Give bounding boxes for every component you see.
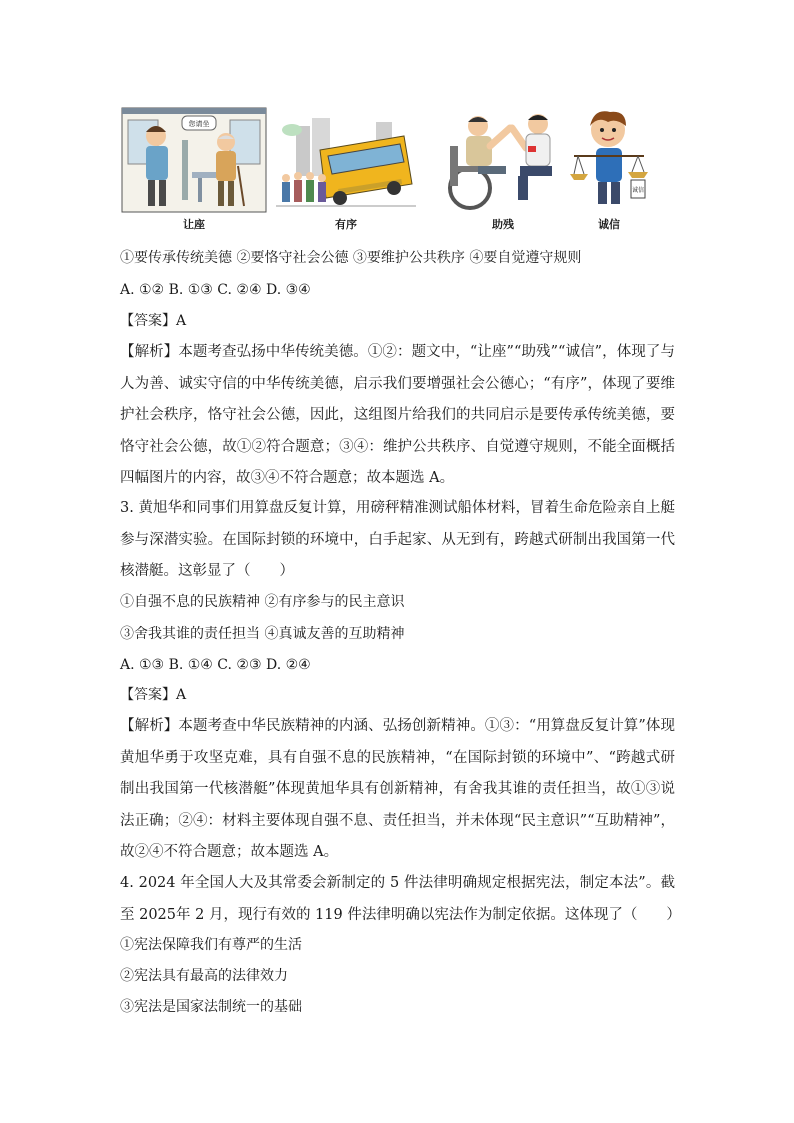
figure-caption-integrity: 诚信 bbox=[598, 218, 620, 231]
figure-orderly bbox=[276, 106, 416, 232]
orderly-bus-illustration bbox=[276, 106, 416, 214]
integrity-illustration bbox=[568, 106, 650, 214]
q3-stem: 3. 黄旭华和同事们用算盘反复计算，用磅秤精准测试船体材料，冒着生命危险亲自上艇参与深潜实验。在国际封锁的环境中，白手起家、从无到有，跨越式研制出我国第一代核潜艇。这彰显了（ ） bbox=[120, 500, 675, 580]
q2-answer: 【答案】A bbox=[120, 313, 187, 329]
figure-integrity bbox=[568, 106, 650, 232]
help-disabled-illustration bbox=[440, 106, 566, 214]
q4-option-3: ③宪法是国家法制统一的基础 bbox=[120, 999, 302, 1015]
q4-option-2: ②宪法具有最高的法律效力 bbox=[120, 968, 288, 984]
q3-choices: A. ①③ B. ①④ C. ②③ D. ②④ bbox=[120, 657, 311, 673]
q4-option-1: ①宪法保障我们有尊严的生活 bbox=[120, 937, 302, 953]
q3-analysis: 【解析】本题考查中华民族精神的内涵、弘扬创新精神。①③：“用算盘反复计算”体现黄旭华勇于攻坚克难，具有自强不息的民族精神，“在国际封锁的环境中”、“跨越式研制出我国第一代核潜艇”体现黄旭华具有创新精神，有舍我其谁的责任担当，故①③说法正确；②④：材料主要体现自强不息、责任担当，并未体现“民主意识”“互助精神”，故②④不符合题意；故本题选 A。 bbox=[120, 718, 675, 861]
q2-options: ①要传承传统美德 ②要恪守社会公德 ③要维护公共秩序 ④要自觉遵守规则 bbox=[120, 250, 582, 266]
give-seat-illustration bbox=[120, 106, 268, 214]
q3-answer: 【答案】A bbox=[120, 687, 187, 703]
figure-give-seat bbox=[120, 106, 268, 232]
q2-analysis: 【解析】本题考查弘扬中华传统美德。①②：题文中，“让座”“助残”“诚信”，体现了与人为善、诚实守信的中华传统美德，启示我们要增强社会公德心；“有序”，体现了要维护社会秩序，恪守社会公德，因此，这组图片给我们的共同启示是要传承传统美德，要恪守社会公德，故①②符合题意；③④：维护公共秩序、自觉遵守规则，不能全面概括四幅图片的内容，故③④不符合题意；故本题选 A。 bbox=[120, 344, 675, 487]
q3-options-2: ③舍我其谁的责任担当 ④真诚友善的互助精神 bbox=[120, 626, 405, 642]
speech-bubble-text: 您请坐 bbox=[188, 120, 210, 128]
illustration-row bbox=[120, 106, 650, 232]
q2-choices: A. ①② B. ①③ C. ②④ D. ③④ bbox=[120, 282, 311, 298]
figure-caption-orderly: 有序 bbox=[335, 218, 357, 231]
figure-caption-help-disabled: 助残 bbox=[492, 218, 514, 231]
integrity-tag-text: 诚信 bbox=[631, 187, 645, 194]
figure-caption-give-seat: 让座 bbox=[183, 218, 205, 231]
q4-stem: 4. 2024 年全国人大及其常委会新制定的 5 件法律明确规定根据宪法，制定本法”。截至 2025年 2 月，现行有效的 119 件法律明确以宪法作为制定依据。这体现了（ ） bbox=[120, 875, 681, 923]
q3-options-1: ①自强不息的民族精神 ②有序参与的民主意识 bbox=[120, 594, 405, 610]
figure-help-disabled bbox=[440, 106, 566, 232]
